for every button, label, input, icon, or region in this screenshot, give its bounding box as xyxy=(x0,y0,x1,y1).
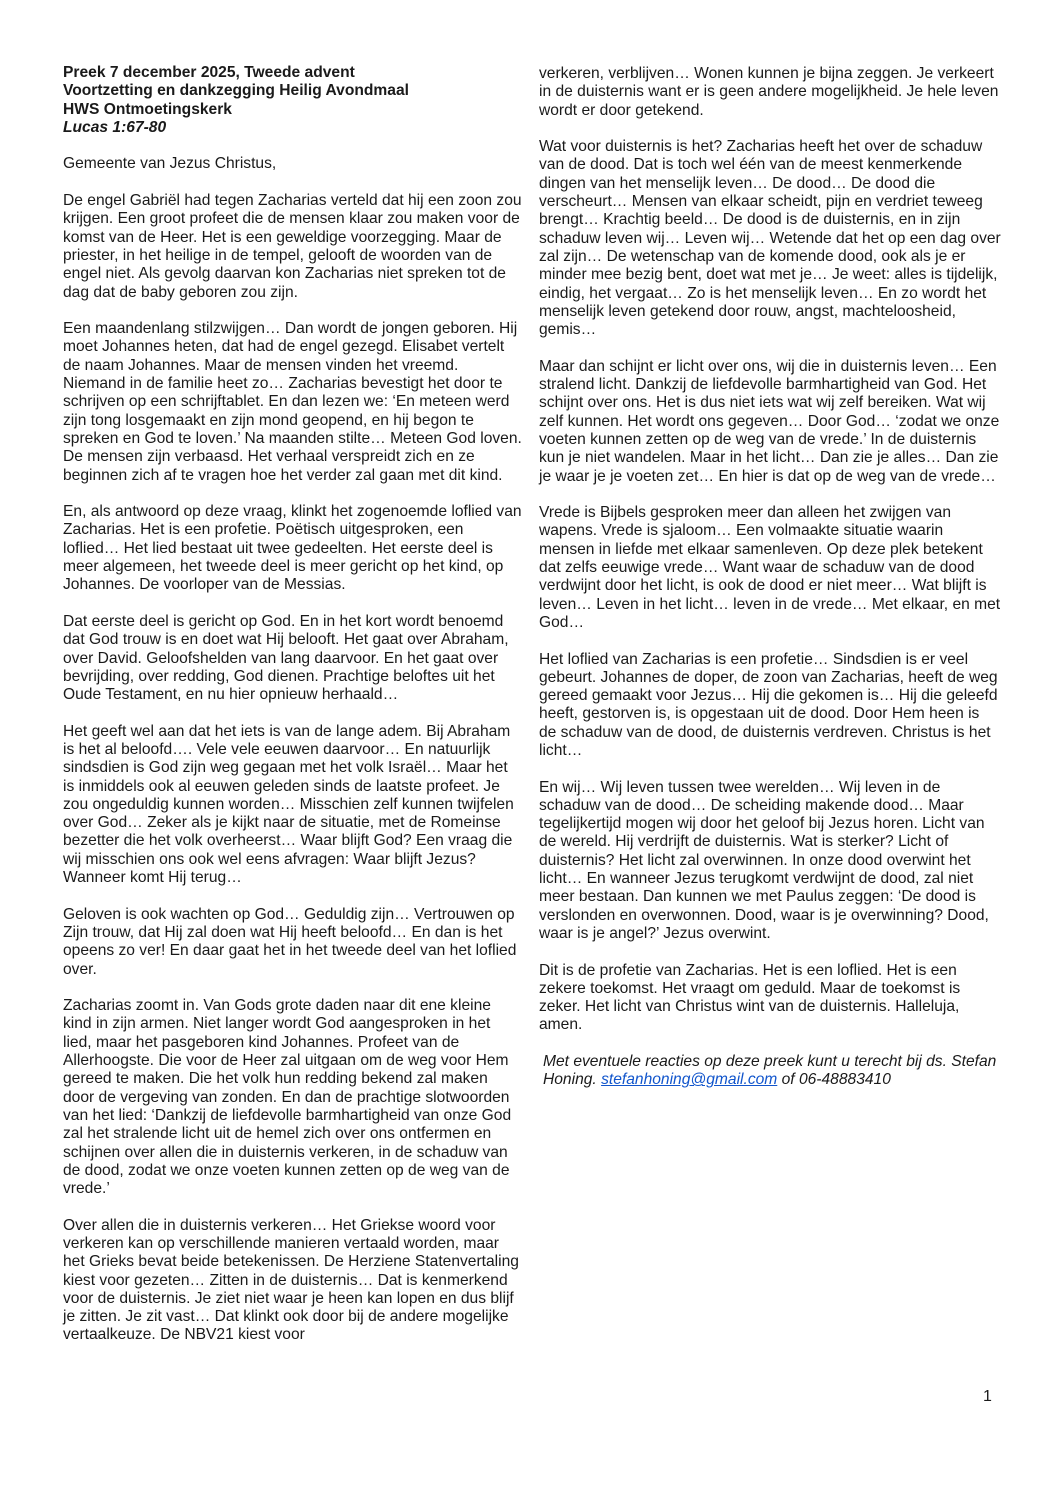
paragraph: Gemeente van Jezus Christus, xyxy=(63,155,277,173)
paragraph: Wat voor duisternis is het? Zacharias heeft het over de schaduw van de dood. Dat is toch wel één van de meest kenmerkende dingen van het menselijk leven… De dood… De dood die verscheurt… Mensen van elkaar scheidt, pijn en verdriet teweeg brengt… Krachtig beeld… De dood is de duisternis, en in zijn schaduw leven wij… Leven wij… Wetende dat het op een dag over zal zijn… De wetenschap van de komende dood, ook als je er minder mee bezig bent, doet wat met je… Je weet: alles is tijdelijk, eindig, het vergaat… Zo is het menselijk leven… En zo wordt het menselijk leven getekend door rouw, angst, machteloosheid, gemis… xyxy=(539,138,1001,339)
right-column xyxy=(539,65,1001,1090)
paragraph: Maar dan schijnt er licht over ons, wij die in duisternis leven… Een stralend licht. Dankzij de liefdevolle barmhartigheid van God. Het schijnt over ons. Het is dus niet iets wat wij zelf bereiken. Wat wij zelf kunnen. Het wordt ons gegeven… Door God… ‘zodat we onze voeten kunnen zetten op de weg van de vrede.’ In de duisternis kun je niet wandelen. Maar in het licht… Dan zie je alles… Dan zie je waar je je voeten zet… En hier is dat op de weg van de vrede… xyxy=(539,357,1000,485)
sermon-header xyxy=(63,64,523,137)
left-column xyxy=(63,64,523,1363)
paragraph: Dit is de profetie van Zacharias. Het is een loflied. Het is een zekere toekomst. Het vraagt om geduld. Maar de toekomst is zeker. Het licht van Christus wint van de duisternis. Halleluja, amen. xyxy=(539,961,961,1034)
paragraph: verkeren, verblijven… Wonen kunnen je bijna zeggen. Je verkeert in de duisternis want er is geen andere mogelijkheid. Je hele leven wordt er door getekend. xyxy=(539,65,999,119)
paragraph: Zacharias zoomt in. Van Gods grote daden naar dit ene kleine kind in zijn armen. Niet langer wordt God aangesproken in het lied, maar het pasgeboren kind Johannes. Profeet van de Allerhoogste. Die voor de Heer zal uitgaan om de weg voor Hem gereed te maken. Die het volk hun redding bekend zal maken door de vergeving van zonden. En dan de prachtige slotwoorden van het lied: ‘Dankzij de liefdevolle barmhartigheid van onze God zal het stralende licht uit de hemel zich over ons ontfermen en schijnen over allen die in duisternis verkeren, in de schaduw van de dood, zodat we onze voeten kunnen zetten op de weg van de vrede.’ xyxy=(63,997,512,1198)
paragraph: Over allen die in duisternis verkeren… Het Griekse woord voor verkeren kan op verschillende manieren vertaald worden, maar het Grieks bevat beide betekenissen. De Herziene Statenvertaling kiest voor gezeten… Zitten in de duisternis… Dat is kenmerkend voor de duisternis. Je ziet niet waar je heen kan lopen en dus blijf je zitten. Je zit vast… Dat klinkt ook door bij de andere mogelijke vertaalkeuze. De NBV21 kiest voor xyxy=(63,1216,519,1344)
paragraph: En wij… Wij leven tussen twee werelden… Wij leven in de schaduw van de dood… De scheiding makende dood… Maar tegelijkertijd mogen wij door het geloof bij Jezus horen. Licht van de wereld. Hij verdrijft de duisternis. Wat is sterker? Licht of duisternis? Het licht zal overwinnen. In onze dood overwint het licht… En wanneer Jezus terugkomt verdwijnt de dood, zal niet meer bestaan. Dan kunnen we met Paulus zeggen: ‘De dood is verslonden en overwonnen. Dood, waar is je overwinning? Dood, waar is je angel?’ Jezus overwint. xyxy=(539,778,989,942)
paragraph: Het geeft wel aan dat het iets is van de lange adem. Bij Abraham is het al beloofd…. Vele vele eeuwen daarvoor… En natuurlijk sindsdien is God zijn weg gegaan met het volk Israël… Maar het is inmiddels ook al eeuwen geleden sinds de laatste profeet. Je zou ongeduldig kunnen worden… Misschien zelf kunnen twijfelen over God… Zeker als je kijkt naar de situatie, met de Romeinse bezetter die het volk overheerst… Waar blijft God? Een vraag die wij misschien ons ook wel eens afvragen: Waar blijft Jezus? Wanneer komt Hij terug… xyxy=(63,722,514,887)
paragraph: De engel Gabriël had tegen Zacharias verteld dat hij een zoon zou krijgen. Een groot profeet die de mensen klaar zou maken voor de komst van de Heer. Het is een geweldige voorzegging. Maar de priester, in het heilige in de tempel, gelooft de woorden van de engel niet. Als gevolg daarvan kon Zacharias niet spreken tot de dag dat de baby geboren zou zijn. xyxy=(63,192,522,301)
header-scripture: Lucas 1:67-80 xyxy=(63,118,167,136)
header-title: Preek 7 december 2025, Tweede advent xyxy=(63,64,355,81)
paragraph: Dat eerste deel is gericht op God. En in het kort wordt benoemd dat God trouw is en doet wat Hij belooft. Het gaat over Abraham, over David. Geloofshelden van lang daarvoor. En het gaat over bevrijding, over redding, God dienen. Prachtige beloftes uit het Oude Testament, en nu hier opnieuw herhaald… xyxy=(63,612,509,704)
paragraph: Een maandenlang stilzwijgen… Dan wordt de jongen geboren. Hij moet Johannes heten, dat had de engel gezegd. Elisabet vertelt de naam Johannes. Maar de mensen vinden het vreemd. Niemand in de familie heet zo… Zacharias bevestigt het door te schrijven op een schrijftablet. En dan lezen we: ‘En meteen werd zijn tong losgemaakt en zijn mond geopend, en hij begon te spreken en God te loven.’ Na maanden stilte… Meteen God loven. De mensen zijn verbaasd. Het verhaal verspreidt zich en ze beginnen zich af te vragen hoe het verder zal gaan met dit kind. xyxy=(63,320,522,484)
paragraph: Het loflied van Zacharias is een profetie… Sindsdien is er veel gebeurt. Johannes de doper, de zoon van Zacharias, heeft de weg gereed gemaakt voor Jezus… Hij die gekomen is… Hij die geleefd heeft, gestorven is, is opgestaan uit de dood. Door Hem heen is de schaduw van de dood, de duisternis verdreven. Christus is het licht… xyxy=(539,650,998,759)
paragraph: En, als antwoord op deze vraag, klinkt het zogenoemde loflied van Zacharias. Het is een profetie. Poëtisch uitgesproken, een loflied… Het lied bestaat uit twee gedeelten. Het eerste deel is meer algemeen, het tweede deel is meer gericht op het kind, op Johannes. De voorloper van de Messias. xyxy=(63,503,522,594)
page-number: 1 xyxy=(983,1388,992,1405)
paragraph: Geloven is ook wachten op God… Geduldig zijn… Vertrouwen op Zijn trouw, dat Hij zal doen wat Hij heeft beloofd… En dan is het opeens zo ver! En daar gaat het in het tweede deel van het loflied over. xyxy=(63,905,517,978)
contact-text: Met eventuele reacties op deze preek kunt u terecht bij ds. Stefan Honing. xyxy=(543,1053,997,1089)
email-link[interactable]: stefanhoning@gmail.com xyxy=(601,1071,778,1089)
phone-text: of 06-48883410 xyxy=(777,1071,891,1089)
header-church: HWS Ontmoetingskerk xyxy=(63,100,232,118)
paragraph: Vrede is Bijbels gesproken meer dan alleen het zwijgen van wapens. Vrede is sjaloom… Een volmaakte situatie waarin mensen in liefde met elkaar samenleven. Op deze plek betekent dat zelfs eeuwige vrede… Want waar de schaduw van de dood verdwijnt door het licht, is ook de dood er niet meer… Wat blijft is leven… Leven in het licht… leven in de vrede… Met elkaar, en met God… xyxy=(539,504,1001,631)
header-subtitle: Voortzetting en dankzegging Heilig Avondmaal xyxy=(63,82,409,100)
contact-note xyxy=(539,1053,1001,1090)
